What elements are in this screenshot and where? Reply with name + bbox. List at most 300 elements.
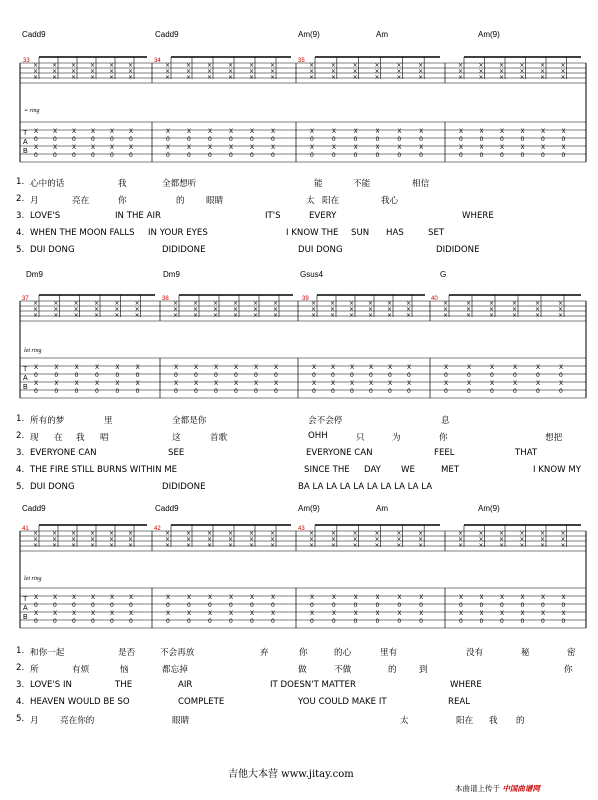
- svg-text:×: ×: [52, 536, 58, 543]
- svg-text:×: ×: [94, 312, 100, 319]
- svg-text:X: X: [467, 364, 472, 371]
- svg-text:×: ×: [186, 530, 192, 537]
- svg-text:0: 0: [375, 152, 380, 159]
- svg-text:0: 0: [166, 136, 170, 143]
- chord-label: Am: [376, 30, 388, 39]
- svg-text:0: 0: [331, 388, 335, 395]
- svg-text:0: 0: [407, 372, 411, 379]
- svg-text:X: X: [559, 380, 564, 387]
- svg-text:×: ×: [90, 68, 96, 75]
- svg-text:0: 0: [234, 372, 238, 379]
- svg-text:×: ×: [90, 536, 96, 543]
- svg-text:×: ×: [374, 530, 380, 537]
- svg-text:×: ×: [71, 68, 77, 75]
- svg-text:X: X: [187, 610, 192, 617]
- svg-text:×: ×: [249, 536, 255, 543]
- svg-text:×: ×: [249, 74, 255, 81]
- measure-number: 40: [431, 296, 438, 302]
- svg-text:×: ×: [374, 74, 380, 81]
- svg-text:×: ×: [352, 68, 358, 75]
- svg-text:×: ×: [114, 312, 120, 319]
- svg-text:×: ×: [53, 312, 59, 319]
- svg-text:X: X: [459, 144, 464, 151]
- svg-text:0: 0: [388, 372, 392, 379]
- svg-text:0: 0: [174, 372, 178, 379]
- svg-text:0: 0: [490, 388, 494, 395]
- svg-text:×: ×: [330, 300, 336, 307]
- svg-text:X: X: [208, 610, 213, 617]
- svg-text:0: 0: [110, 152, 114, 159]
- svg-text:X: X: [513, 380, 518, 387]
- svg-text:X: X: [229, 128, 234, 135]
- svg-text:0: 0: [129, 136, 133, 143]
- svg-text:X: X: [254, 364, 259, 371]
- svg-text:×: ×: [478, 62, 484, 69]
- svg-text:0: 0: [444, 372, 448, 379]
- svg-text:X: X: [250, 128, 255, 135]
- svg-text:×: ×: [109, 530, 115, 537]
- svg-text:0: 0: [536, 388, 540, 395]
- svg-text:×: ×: [560, 68, 566, 75]
- svg-text:X: X: [274, 364, 279, 371]
- svg-text:×: ×: [134, 312, 140, 319]
- svg-text:X: X: [500, 128, 505, 135]
- svg-text:X: X: [312, 364, 317, 371]
- lyric-line-5: 5. 月 亮在你的 眼睛 太 阳在 我 的: [16, 714, 525, 726]
- svg-text:0: 0: [115, 372, 120, 379]
- svg-text:X: X: [53, 594, 58, 601]
- svg-text:×: ×: [207, 74, 213, 81]
- system-3: [0, 502, 598, 738]
- let-ring-text: let ring: [24, 576, 42, 582]
- svg-text:0: 0: [331, 372, 335, 379]
- svg-text:X: X: [91, 594, 96, 601]
- svg-text:X: X: [407, 364, 412, 371]
- svg-text:×: ×: [560, 62, 566, 69]
- svg-text:×: ×: [499, 62, 505, 69]
- chord-label: Am: [376, 504, 388, 513]
- svg-text:0: 0: [214, 388, 218, 395]
- svg-text:0: 0: [561, 152, 566, 159]
- svg-text:0: 0: [234, 388, 238, 395]
- svg-text:X: X: [479, 594, 484, 601]
- svg-text:0: 0: [350, 372, 354, 379]
- svg-text:×: ×: [128, 530, 134, 537]
- svg-text:X: X: [310, 594, 315, 601]
- svg-text:X: X: [375, 128, 380, 135]
- svg-text:0: 0: [467, 388, 471, 395]
- svg-text:×: ×: [540, 530, 546, 537]
- svg-text:×: ×: [186, 62, 192, 69]
- svg-text:×: ×: [71, 530, 77, 537]
- svg-text:X: X: [397, 594, 402, 601]
- svg-text:X: X: [536, 364, 541, 371]
- svg-text:0: 0: [397, 602, 402, 609]
- svg-text:X: X: [397, 128, 402, 135]
- svg-text:X: X: [513, 364, 518, 371]
- svg-text:×: ×: [233, 300, 239, 307]
- svg-text:×: ×: [368, 306, 374, 313]
- lyric-line-1: 1. 心中的话 我 全都想听 能 不能 相信: [16, 177, 430, 189]
- svg-text:×: ×: [165, 62, 171, 69]
- svg-text:0: 0: [271, 152, 275, 159]
- svg-text:×: ×: [519, 536, 525, 543]
- svg-text:0: 0: [520, 602, 525, 609]
- lyric-line-4: 4. HEAVEN WOULD BE SO COMPLETE YOU COULD MAKE IT REAL: [16, 697, 471, 707]
- svg-text:×: ×: [186, 542, 192, 549]
- svg-text:×: ×: [73, 312, 79, 319]
- svg-text:0: 0: [34, 602, 38, 609]
- svg-text:0: 0: [331, 152, 336, 159]
- svg-text:×: ×: [540, 62, 546, 69]
- svg-text:0: 0: [54, 372, 59, 379]
- svg-text:×: ×: [165, 68, 171, 75]
- measure-number: 42: [154, 526, 161, 532]
- svg-text:×: ×: [309, 74, 315, 81]
- svg-text:×: ×: [499, 536, 505, 543]
- svg-text:×: ×: [33, 68, 39, 75]
- svg-text:X: X: [419, 128, 424, 135]
- svg-text:×: ×: [349, 300, 355, 307]
- svg-text:0: 0: [72, 618, 76, 625]
- svg-text:0: 0: [34, 372, 38, 379]
- svg-text:×: ×: [134, 300, 140, 307]
- chord-label: Am(9): [478, 30, 500, 39]
- svg-text:0: 0: [95, 372, 99, 379]
- svg-text:×: ×: [270, 530, 276, 537]
- svg-text:×: ×: [73, 306, 79, 313]
- svg-text:0: 0: [397, 152, 402, 159]
- svg-text:×: ×: [309, 542, 315, 549]
- svg-text:×: ×: [228, 530, 234, 537]
- svg-text:X: X: [369, 380, 374, 387]
- svg-text:X: X: [375, 610, 380, 617]
- svg-text:×: ×: [33, 74, 39, 81]
- svg-text:×: ×: [560, 74, 566, 81]
- lyric-line-2: 2. 月 亮在 你 的 眼睛 太 阳在 我心: [16, 194, 399, 206]
- svg-text:×: ×: [90, 530, 96, 537]
- svg-text:0: 0: [479, 136, 484, 143]
- svg-text:×: ×: [499, 542, 505, 549]
- svg-text:X: X: [229, 594, 234, 601]
- svg-text:×: ×: [213, 306, 219, 313]
- svg-text:0: 0: [34, 136, 38, 143]
- svg-text:×: ×: [94, 306, 100, 313]
- lyric-line-2: 2. 所 有烦 恼 都忘掉 做 不做 的 到 你: [16, 663, 573, 675]
- svg-text:×: ×: [458, 74, 464, 81]
- svg-text:0: 0: [274, 388, 278, 395]
- svg-text:×: ×: [368, 300, 374, 307]
- svg-text:0: 0: [310, 136, 314, 143]
- svg-text:X: X: [229, 610, 234, 617]
- svg-text:X: X: [419, 594, 424, 601]
- svg-text:0: 0: [129, 602, 133, 609]
- svg-text:X: X: [234, 380, 239, 387]
- svg-text:×: ×: [330, 74, 336, 81]
- svg-text:0: 0: [369, 372, 373, 379]
- svg-text:X: X: [34, 144, 39, 151]
- svg-text:T: T: [23, 130, 28, 137]
- svg-text:0: 0: [72, 602, 76, 609]
- svg-text:×: ×: [109, 62, 115, 69]
- svg-text:0: 0: [271, 618, 275, 625]
- svg-text:0: 0: [74, 388, 79, 395]
- svg-text:0: 0: [444, 388, 448, 395]
- svg-text:×: ×: [228, 68, 234, 75]
- svg-text:X: X: [500, 610, 505, 617]
- svg-text:X: X: [254, 380, 259, 387]
- svg-text:×: ×: [406, 306, 412, 313]
- svg-text:×: ×: [173, 300, 179, 307]
- svg-text:×: ×: [233, 306, 239, 313]
- svg-text:0: 0: [187, 618, 191, 625]
- svg-text:×: ×: [270, 62, 276, 69]
- svg-text:0: 0: [229, 152, 233, 159]
- lyric-line-1: 1. 和你一起 是否 不会再放 弃 你 的心 里有 没有 秘 密: [16, 646, 576, 658]
- svg-text:×: ×: [53, 300, 59, 307]
- svg-text:X: X: [490, 380, 495, 387]
- svg-text:0: 0: [250, 618, 254, 625]
- svg-text:×: ×: [270, 542, 276, 549]
- chord-label: Am(9): [478, 504, 500, 513]
- svg-text:0: 0: [561, 602, 566, 609]
- svg-text:×: ×: [396, 542, 402, 549]
- svg-text:0: 0: [91, 602, 95, 609]
- svg-text:0: 0: [115, 388, 120, 395]
- svg-text:×: ×: [90, 74, 96, 81]
- svg-text:×: ×: [443, 300, 449, 307]
- svg-text:0: 0: [312, 388, 316, 395]
- svg-text:×: ×: [478, 542, 484, 549]
- svg-text:×: ×: [186, 536, 192, 543]
- svg-text:X: X: [34, 128, 39, 135]
- svg-text:×: ×: [228, 62, 234, 69]
- svg-text:X: X: [110, 144, 115, 151]
- svg-text:0: 0: [110, 136, 114, 143]
- svg-text:×: ×: [458, 542, 464, 549]
- svg-text:×: ×: [311, 300, 317, 307]
- svg-text:X: X: [350, 364, 355, 371]
- svg-text:×: ×: [33, 62, 39, 69]
- svg-text:×: ×: [352, 62, 358, 69]
- svg-text:X: X: [250, 144, 255, 151]
- svg-text:×: ×: [309, 68, 315, 75]
- chord-label: Gsus4: [300, 270, 324, 279]
- svg-text:X: X: [561, 610, 566, 617]
- svg-text:×: ×: [387, 312, 393, 319]
- svg-text:×: ×: [443, 312, 449, 319]
- svg-text:×: ×: [273, 312, 279, 319]
- svg-text:X: X: [271, 594, 276, 601]
- svg-text:X: X: [214, 380, 219, 387]
- svg-text:×: ×: [330, 306, 336, 313]
- svg-text:×: ×: [466, 300, 472, 307]
- brand-logo: 中国曲谱网: [502, 784, 540, 793]
- svg-text:0: 0: [110, 602, 114, 609]
- svg-text:0: 0: [208, 152, 212, 159]
- let-ring-text: ≡ ring: [24, 108, 40, 114]
- svg-text:X: X: [467, 380, 472, 387]
- svg-text:0: 0: [91, 618, 95, 625]
- svg-text:0: 0: [310, 152, 314, 159]
- svg-text:A: A: [23, 605, 28, 612]
- svg-text:X: X: [331, 128, 336, 135]
- svg-text:0: 0: [274, 372, 278, 379]
- svg-text:×: ×: [90, 62, 96, 69]
- svg-text:0: 0: [135, 372, 140, 379]
- notation-svg-2: [0, 268, 598, 408]
- svg-text:X: X: [331, 364, 336, 371]
- svg-text:×: ×: [396, 74, 402, 81]
- svg-text:X: X: [110, 610, 115, 617]
- svg-text:X: X: [166, 128, 171, 135]
- svg-text:0: 0: [91, 136, 95, 143]
- svg-text:0: 0: [110, 618, 114, 625]
- svg-text:×: ×: [128, 62, 134, 69]
- svg-text:×: ×: [458, 530, 464, 537]
- svg-text:0: 0: [166, 618, 170, 625]
- svg-text:×: ×: [52, 68, 58, 75]
- svg-text:×: ×: [352, 74, 358, 81]
- svg-text:×: ×: [309, 62, 315, 69]
- svg-text:×: ×: [558, 306, 564, 313]
- svg-text:X: X: [74, 364, 79, 371]
- footer-site: 吉他大本营 www.jitay.com: [228, 769, 354, 780]
- svg-text:0: 0: [375, 618, 380, 625]
- svg-text:×: ×: [165, 542, 171, 549]
- svg-text:×: ×: [519, 68, 525, 75]
- svg-text:0: 0: [271, 602, 275, 609]
- svg-text:×: ×: [519, 530, 525, 537]
- svg-text:X: X: [166, 594, 171, 601]
- svg-text:×: ×: [173, 306, 179, 313]
- svg-text:×: ×: [213, 300, 219, 307]
- svg-text:×: ×: [213, 312, 219, 319]
- svg-text:X: X: [375, 594, 380, 601]
- svg-text:X: X: [350, 380, 355, 387]
- svg-text:0: 0: [34, 618, 38, 625]
- svg-text:0: 0: [208, 618, 212, 625]
- svg-text:0: 0: [254, 372, 258, 379]
- svg-text:×: ×: [443, 306, 449, 313]
- svg-text:X: X: [174, 380, 179, 387]
- svg-text:X: X: [520, 128, 525, 135]
- svg-text:A: A: [23, 375, 28, 382]
- svg-text:×: ×: [52, 530, 58, 537]
- svg-text:×: ×: [406, 300, 412, 307]
- svg-text:0: 0: [194, 372, 198, 379]
- svg-text:×: ×: [311, 312, 317, 319]
- svg-text:X: X: [91, 610, 96, 617]
- svg-text:0: 0: [353, 618, 358, 625]
- svg-text:X: X: [331, 380, 336, 387]
- svg-text:0: 0: [250, 136, 254, 143]
- svg-text:×: ×: [458, 68, 464, 75]
- svg-text:×: ×: [228, 536, 234, 543]
- svg-text:×: ×: [519, 542, 525, 549]
- svg-text:0: 0: [34, 152, 38, 159]
- svg-text:X: X: [353, 594, 358, 601]
- svg-text:×: ×: [519, 62, 525, 69]
- svg-text:×: ×: [560, 542, 566, 549]
- svg-text:X: X: [95, 380, 100, 387]
- svg-text:X: X: [500, 594, 505, 601]
- measure-number: 43: [298, 526, 305, 532]
- svg-text:X: X: [53, 128, 58, 135]
- svg-text:X: X: [479, 144, 484, 151]
- svg-text:×: ×: [207, 530, 213, 537]
- svg-text:X: X: [72, 594, 77, 601]
- svg-text:X: X: [250, 610, 255, 617]
- svg-text:×: ×: [330, 542, 336, 549]
- measure-number: 39: [302, 296, 309, 302]
- svg-text:X: X: [129, 610, 134, 617]
- svg-text:×: ×: [114, 306, 120, 313]
- svg-text:X: X: [407, 380, 412, 387]
- svg-text:×: ×: [352, 542, 358, 549]
- lyric-line-2: 2. 现 在 我 唱 这 首歌 OHH 只 为 你 想把: [16, 431, 563, 443]
- svg-text:0: 0: [229, 602, 233, 609]
- lyric-line-3: 3. EVERYONE CAN SEE EVERYONE CAN FEEL THAT: [16, 448, 538, 458]
- svg-text:X: X: [208, 128, 213, 135]
- svg-text:0: 0: [375, 136, 380, 143]
- svg-text:0: 0: [135, 388, 140, 395]
- measure-number: 34: [154, 58, 161, 64]
- measure-number: 41: [22, 526, 29, 532]
- svg-text:×: ×: [253, 300, 259, 307]
- chord-label: G: [440, 270, 447, 279]
- svg-text:×: ×: [33, 312, 39, 319]
- svg-text:0: 0: [72, 136, 76, 143]
- svg-text:×: ×: [489, 312, 495, 319]
- svg-text:X: X: [208, 594, 213, 601]
- svg-text:0: 0: [419, 152, 423, 159]
- svg-text:×: ×: [418, 68, 424, 75]
- svg-text:0: 0: [187, 136, 191, 143]
- svg-text:0: 0: [229, 136, 233, 143]
- svg-text:X: X: [459, 594, 464, 601]
- svg-text:X: X: [541, 128, 546, 135]
- svg-text:0: 0: [500, 152, 504, 159]
- svg-text:×: ×: [418, 536, 424, 543]
- svg-text:X: X: [490, 364, 495, 371]
- svg-text:×: ×: [535, 312, 541, 319]
- chord-label: Dm9: [163, 270, 180, 279]
- svg-text:X: X: [95, 364, 100, 371]
- svg-text:0: 0: [250, 602, 254, 609]
- svg-text:×: ×: [311, 306, 317, 313]
- svg-text:×: ×: [330, 62, 336, 69]
- svg-text:×: ×: [499, 530, 505, 537]
- svg-text:0: 0: [72, 152, 76, 159]
- svg-text:×: ×: [109, 536, 115, 543]
- svg-text:A: A: [23, 139, 28, 146]
- svg-text:0: 0: [541, 152, 545, 159]
- svg-text:0: 0: [559, 372, 563, 379]
- svg-text:X: X: [271, 610, 276, 617]
- svg-text:X: X: [271, 144, 276, 151]
- svg-text:×: ×: [540, 74, 546, 81]
- svg-text:×: ×: [352, 530, 358, 537]
- chord-label: Cadd9: [155, 30, 179, 39]
- lyric-line-1: 1. 所有的梦 里 全都是你 会不会停 息: [16, 414, 450, 426]
- svg-text:×: ×: [418, 62, 424, 69]
- svg-text:×: ×: [52, 74, 58, 81]
- svg-text:×: ×: [253, 312, 259, 319]
- svg-text:×: ×: [207, 542, 213, 549]
- svg-text:×: ×: [114, 300, 120, 307]
- svg-text:X: X: [135, 380, 140, 387]
